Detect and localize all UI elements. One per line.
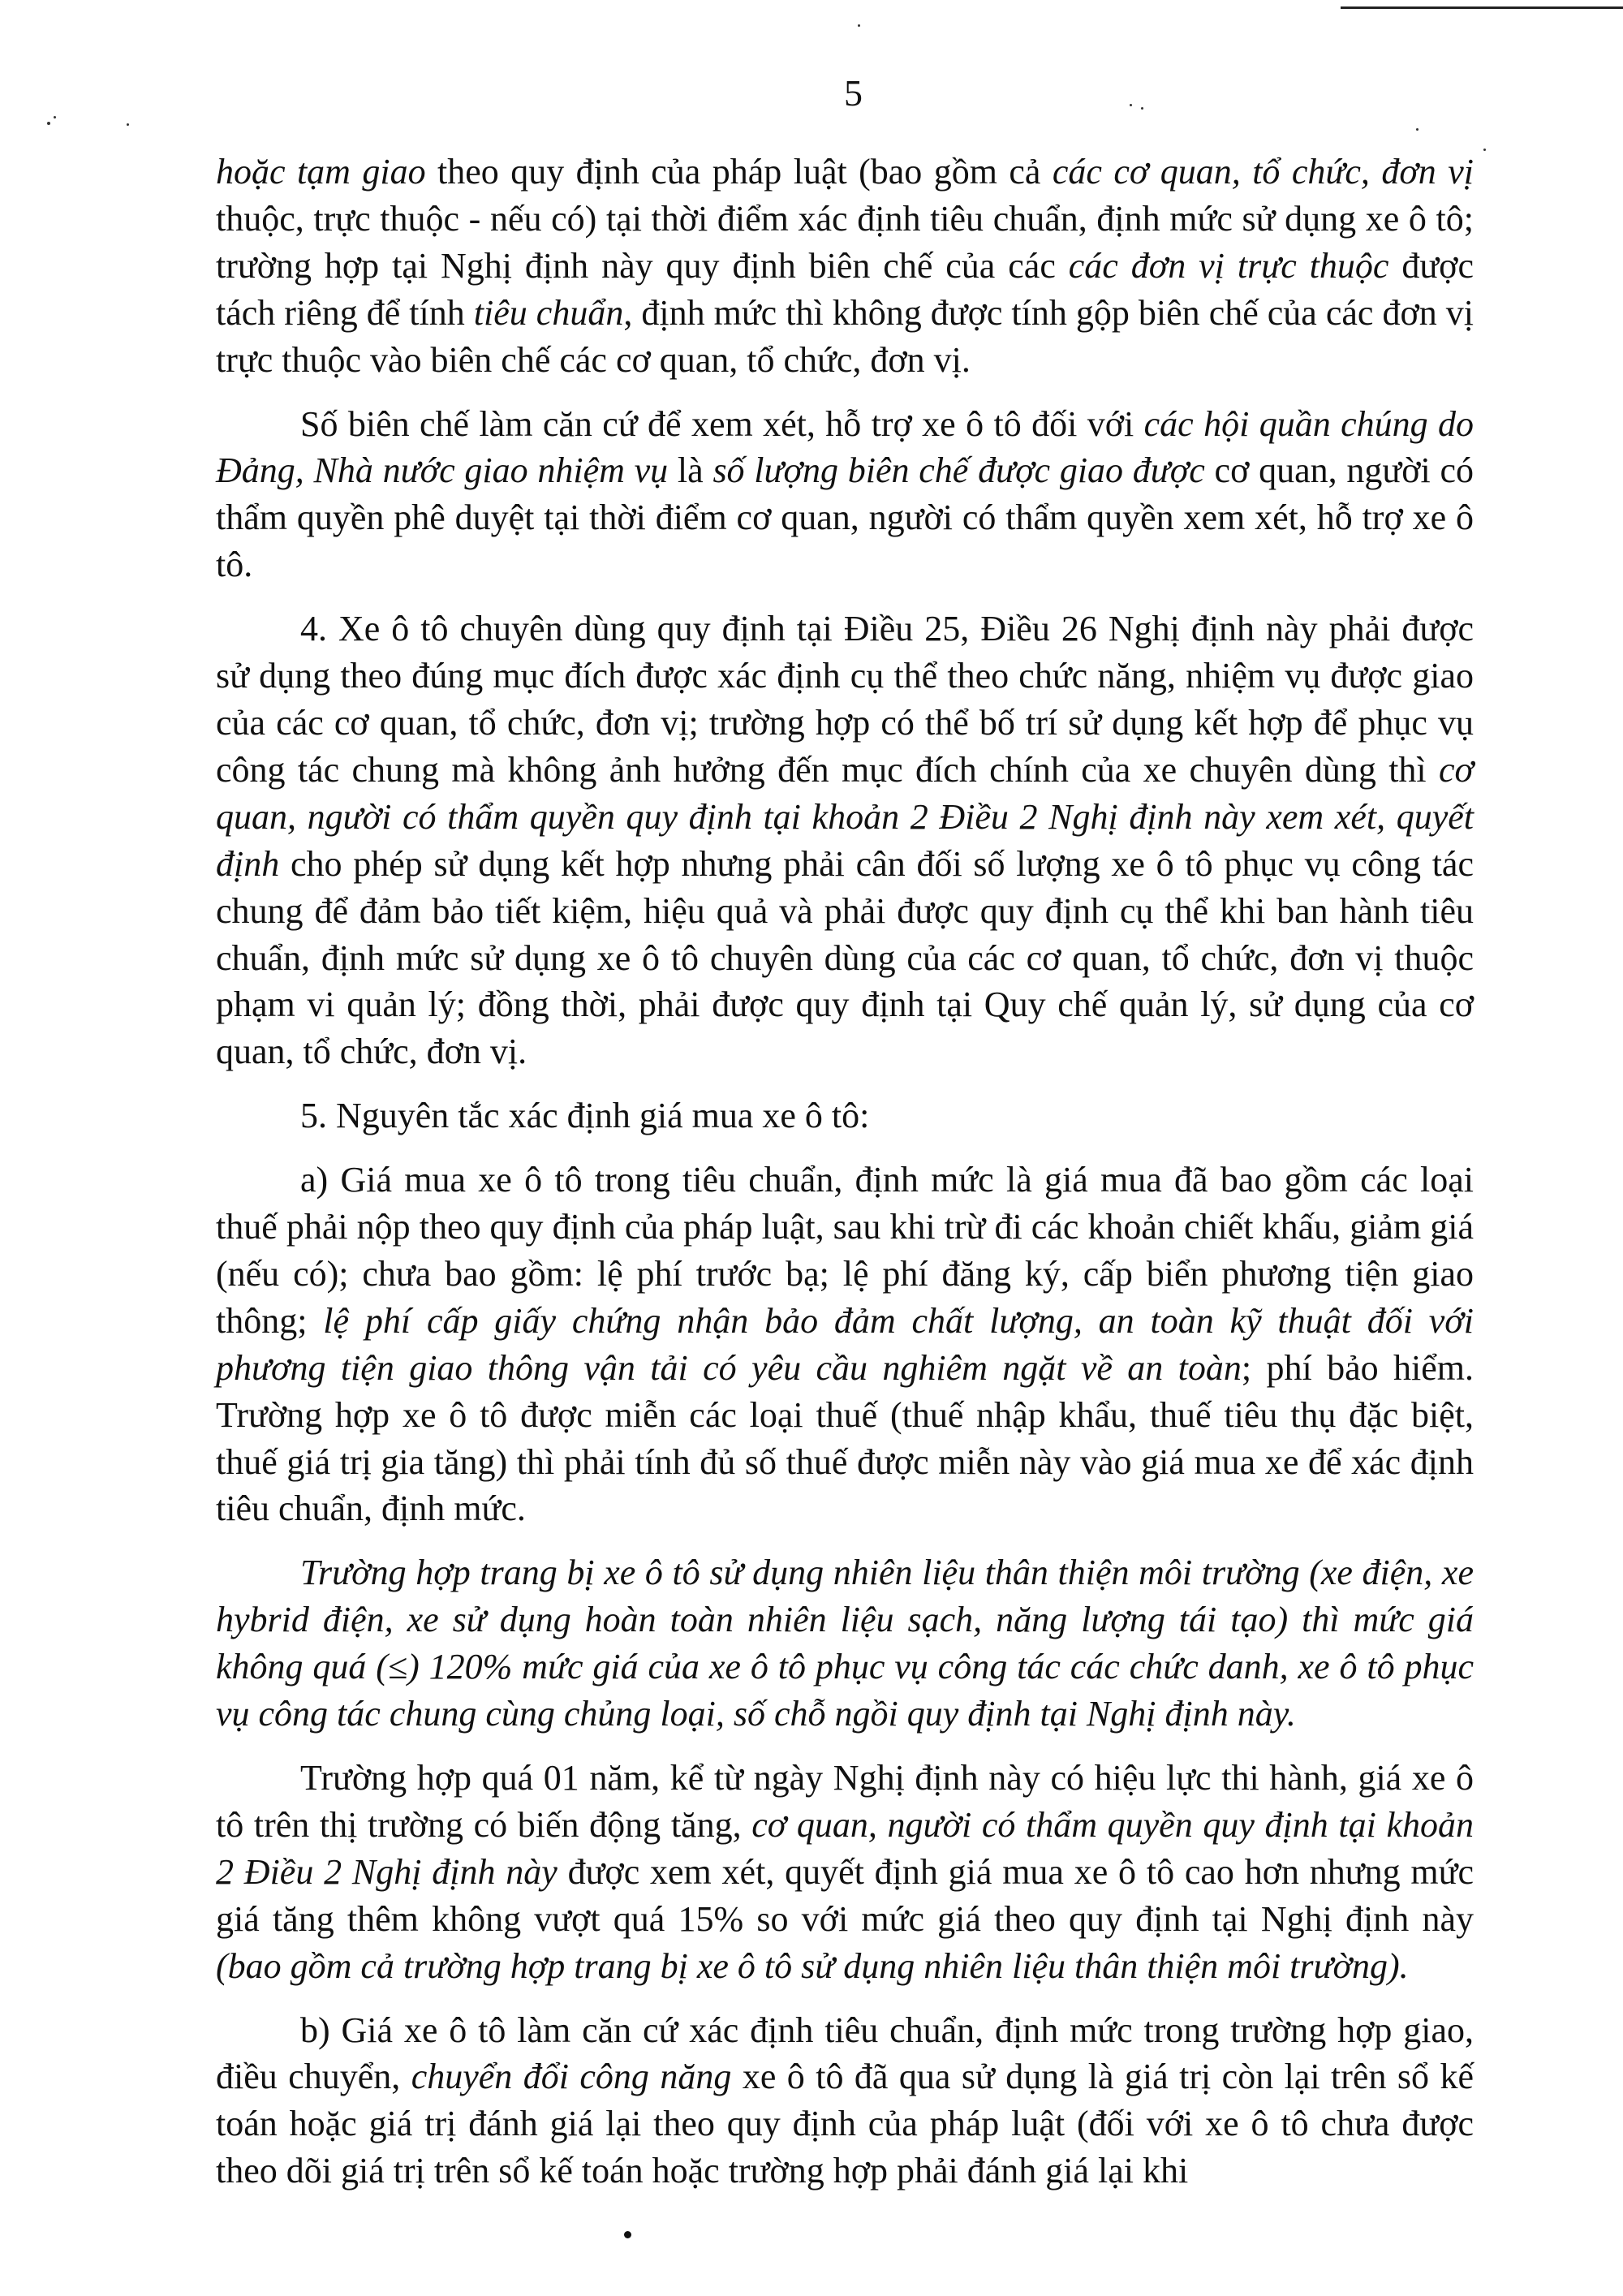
- scan-speck: [127, 123, 129, 126]
- italic-text-run: hoặc tạm giao: [216, 152, 426, 192]
- scan-speck: [858, 24, 860, 27]
- paragraph: [216, 401, 1474, 589]
- italic-text-run: chuyển đổi công năng: [411, 2057, 732, 2097]
- scan-speck: [1130, 104, 1132, 106]
- paragraph: [216, 1549, 1474, 1738]
- paragraph: [216, 2007, 1474, 2195]
- text-run: , định mức thì không được tính gộp biên chế của các đơn vị trực thuộc vào biên chế các cơ quan, tổ chức, đơn vị.: [216, 292, 1474, 380]
- italic-text-run: các cơ quan, tổ chức, đơn vị: [1052, 152, 1474, 192]
- italic-text-run: cơ quan, người có thẩm quyền quy định tại khoản 2 Điều 2 Nghị định này: [216, 1804, 1474, 1892]
- text-run: a) Giá mua xe ô tô trong tiêu chuẩn, định mức là giá mua đã bao gồm các loại thuế phải nộp theo quy định của pháp luật, sau khi trừ đi các khoản chiết khấu, giảm giá (nếu có); chưa bao gồm: lệ phí trước bạ; lệ phí đăng ký, cấp biển phương tiện giao thông;: [216, 1160, 1474, 1341]
- text-run: Trường hợp quá 01 năm, kể từ ngày Nghị định này có hiệu lực thi hành, giá xe ô tô trên thị trường có biến động tăng,: [216, 1758, 1474, 1845]
- bullet-dot: [624, 2231, 631, 2238]
- italic-text-run: các hội quần chúng do Đảng, Nhà nước giao nhiệm vụ: [216, 403, 1474, 491]
- text-run: được tách riêng để tính: [216, 245, 1474, 333]
- text-run: b) Giá xe ô tô làm căn cứ xác định tiêu chuẩn, định mức trong trường hợp giao, điều chuyển,: [216, 2010, 1474, 2097]
- italic-text-run: Trường hợp trang bị xe ô tô sử dụng nhiên liệu thân thiện môi trường (xe điện, xe hybrid điện, xe sử dụng hoàn toàn nhiên liệu sạch, năng lượng tái tạo) thì mức giá không quá (≤) 120% mức giá của xe ô tô phục vụ công tác các chức danh, xe ô tô phục vụ công tác chung cùng chủng loại, số chỗ ngồi quy định tại Nghị định này.: [216, 1553, 1474, 1734]
- text-run: 4. Xe ô tô chuyên dùng quy định tại Điều 25, Điều 26 Nghị định này phải được sử dụng theo đúng mục đích được xác định cụ thể theo chức năng, nhiệm vụ được giao của các cơ quan, tổ chức, đơn vị; trường hợp có thể bố trí sử dụng kết hợp để phục vụ công tác chung mà không ảnh hưởng đến mục đích chính của xe chuyên dùng thì: [216, 609, 1474, 790]
- text-run: là: [668, 450, 713, 491]
- paragraph: [216, 1092, 1474, 1139]
- italic-text-run: số lượng biên chế được giao được: [712, 450, 1205, 491]
- italic-text-run: cơ quan, người có thẩm quyền quy định tại khoản 2 Điều 2 Nghị định này xem xét, quyết định: [216, 749, 1474, 884]
- italic-text-run: các đơn vị trực thuộc: [1068, 245, 1389, 286]
- text-run: ; phí bảo hiểm. Trường hợp xe ô tô được miễn các loại thuế (thuế nhập khẩu, thuế tiêu thụ đặc biệt, thuế giá trị gia tăng) thì phải tính đủ số thuế được miễn này vào giá mua xe để xác định tiêu chuẩn, định mức.: [216, 1347, 1474, 1529]
- paragraph: [216, 605, 1474, 1075]
- paragraph: [216, 1755, 1474, 1990]
- top-rule: [1341, 6, 1623, 9]
- italic-text-run: tiêu chuẩn: [473, 292, 624, 333]
- scan-speck: [54, 116, 56, 118]
- text-run: Số biên chế làm căn cứ để xem xét, hỗ trợ xe ô tô đối với: [300, 403, 1144, 444]
- text-run: được xem xét, quyết định giá mua xe ô tô cao hơn nhưng mức giá tăng thêm không vượt quá 15% so với mức giá theo quy định tại Nghị định này: [216, 1851, 1474, 1939]
- page-number: 5: [844, 72, 863, 114]
- text-run: theo quy định của pháp luật (bao gồm cả: [425, 152, 1053, 192]
- text-run: cho phép sử dụng kết hợp nhưng phải cân đối số lượng xe ô tô phục vụ công tác chung để đảm bảo tiết kiệm, hiệu quả và phải được quy định cụ thể khi ban hành tiêu chuẩn, định mức sử dụng xe ô tô chuyên dùng của các cơ quan, tổ chức, đơn vị thuộc phạm vi quản lý; đồng thời, phải được quy định tại Quy chế quản lý, sử dụng của cơ quan, tổ chức, đơn vị.: [216, 843, 1474, 1072]
- italic-text-run: lệ phí cấp giấy chứng nhận bảo đảm chất lượng, an toàn kỹ thuật đối với phương tiện giao thông vận tải có yêu cầu nghiêm ngặt về an toàn: [216, 1300, 1474, 1388]
- scan-speck: [47, 122, 50, 125]
- text-run: xe ô tô đã qua sử dụng là giá trị còn lại trên sổ kế toán hoặc giá trị đánh giá lại theo quy định của pháp luật (đối với xe ô tô chưa được theo dõi giá trị trên sổ kế toán hoặc trường hợp phải đánh giá lại khi: [216, 2057, 1474, 2191]
- paragraph: [216, 1157, 1474, 1532]
- scan-speck: [1483, 149, 1486, 151]
- text-run: cơ quan, người có thẩm quyền phê duyệt tại thời điểm cơ quan, người có thẩm quyền xem xét, hỗ trợ xe ô tô.: [216, 450, 1474, 585]
- document-body: [216, 149, 1474, 2195]
- scan-speck: [1416, 128, 1419, 131]
- scan-speck: [1141, 107, 1143, 110]
- text-run: thuộc, trực thuộc - nếu có) tại thời điểm xác định tiêu chuẩn, định mức sử dụng xe ô tô; trường hợp tại Nghị định này quy định biên chế của các: [216, 198, 1474, 286]
- paragraph: [216, 149, 1474, 384]
- text-run: 5. Nguyên tắc xác định giá mua xe ô tô:: [300, 1096, 870, 1136]
- italic-text-run: (bao gồm cả trường hợp trang bị xe ô tô sử dụng nhiên liệu thân thiện môi trường).: [216, 1945, 1409, 1986]
